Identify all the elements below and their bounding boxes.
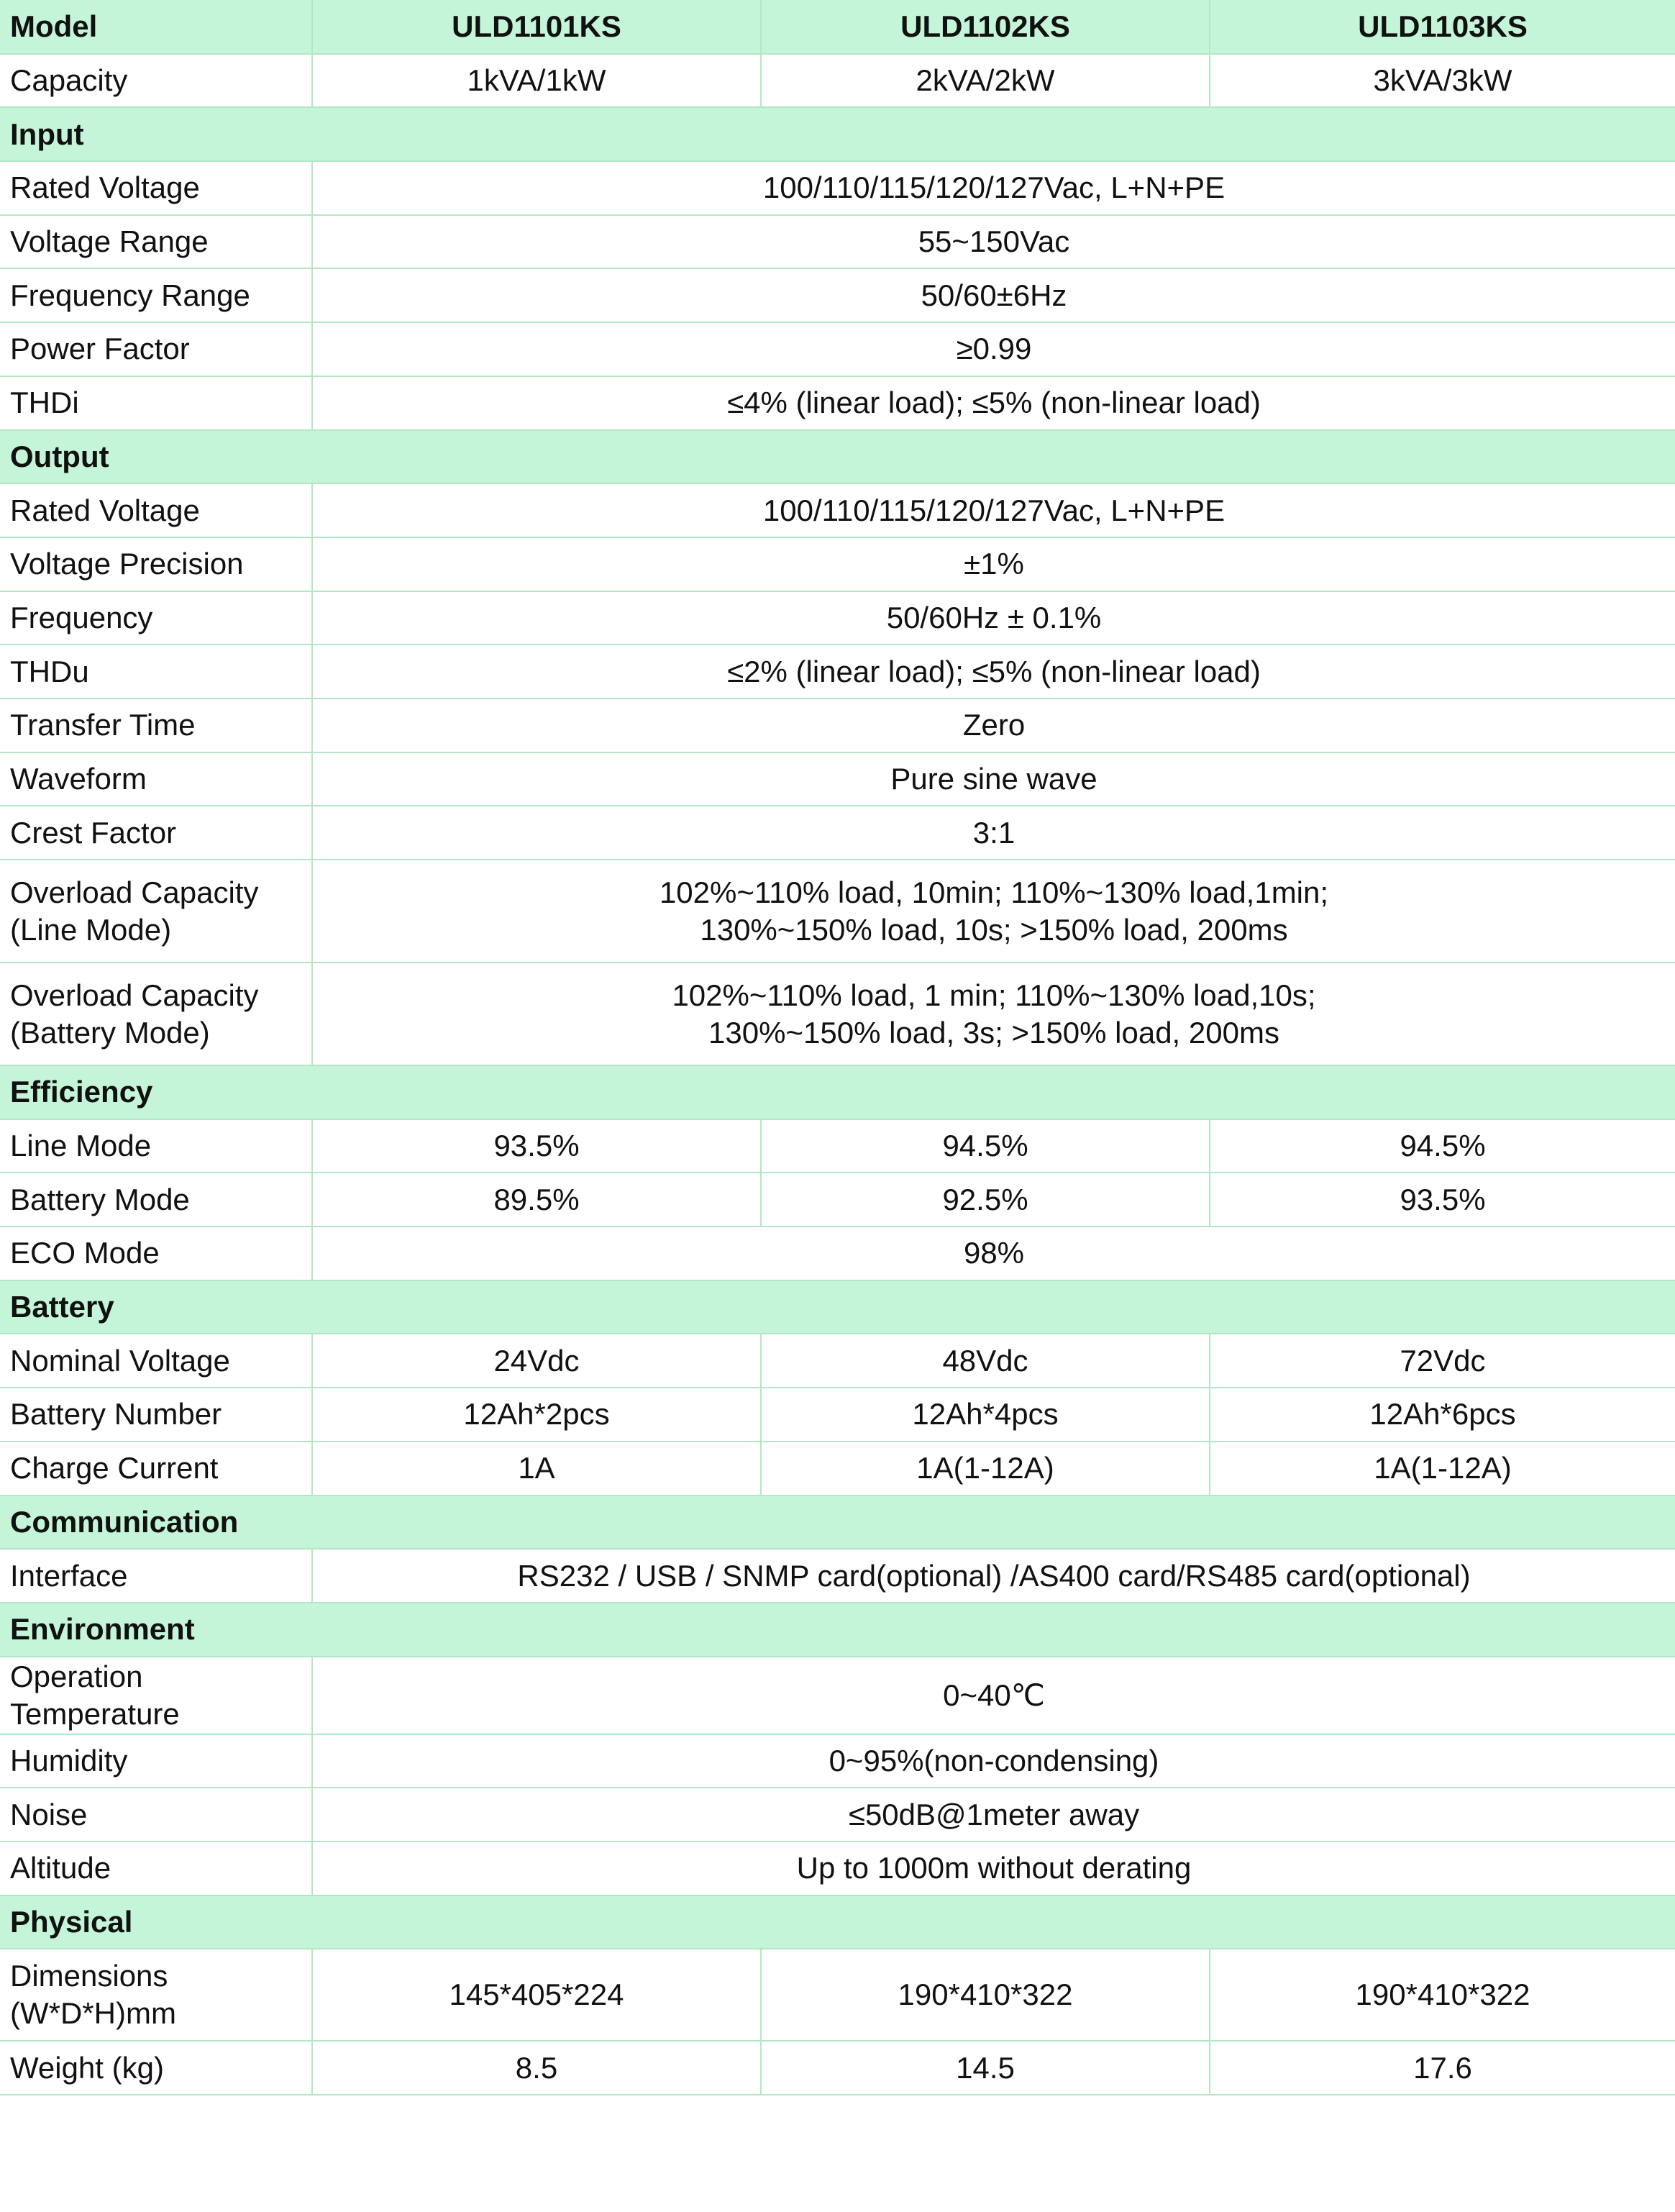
battery-mode-value-2: 92.5% <box>761 1173 1210 1226</box>
weight-label: Weight (kg) <box>0 2041 312 2095</box>
battery-mode-value-1: 89.5% <box>312 1173 761 1226</box>
interface-label: Interface <box>0 1549 312 1603</box>
overload-battery-mode-label <box>0 962 312 1065</box>
weight-value-1: 8.5 <box>312 2041 761 2095</box>
crest-factor-value: 3:1 <box>312 806 1675 860</box>
overload-battery-mode-value <box>312 962 1675 1065</box>
output-rated-voltage-label: Rated Voltage <box>0 483 312 537</box>
battery-number-row <box>0 1388 1675 1442</box>
battery-section-row <box>0 1280 1675 1334</box>
capacity-value-1: 1kVA/1kW <box>312 54 761 108</box>
line-mode-value-3: 94.5% <box>1210 1119 1675 1173</box>
line-mode-row <box>0 1119 1675 1173</box>
model-header-row <box>0 0 1675 54</box>
battery-section-heading: Battery <box>0 1280 1675 1334</box>
overload-battery-mode-label-line-1: Overload Capacity <box>10 978 259 1012</box>
battery-mode-value-3: 93.5% <box>1210 1173 1675 1226</box>
physical-section-heading: Physical <box>0 1895 1675 1949</box>
battery-mode-label: Battery Mode <box>0 1173 312 1226</box>
operation-temperature-label <box>0 1657 312 1734</box>
overload-battery-mode-value-line-2: 130%~150% load, 3s; >150% load, 200ms <box>708 1015 1279 1050</box>
overload-line-mode-label-line-2: (Line Mode) <box>10 912 172 947</box>
voltage-precision-row <box>0 537 1675 591</box>
output-frequency-value: 50/60Hz ± 0.1% <box>312 591 1675 645</box>
humidity-label: Humidity <box>0 1734 312 1788</box>
communication-section-row <box>0 1496 1675 1549</box>
thdu-label: THDu <box>0 645 312 698</box>
voltage-range-row <box>0 215 1675 269</box>
altitude-label: Altitude <box>0 1842 312 1895</box>
charge-current-value-1: 1A <box>312 1442 761 1496</box>
nominal-voltage-value-1: 24Vdc <box>312 1334 761 1388</box>
battery-mode-row <box>0 1173 1675 1226</box>
dimensions-row <box>0 1949 1675 2041</box>
physical-section-row <box>0 1895 1675 1949</box>
crest-factor-row <box>0 806 1675 860</box>
input-rated-voltage-label: Rated Voltage <box>0 161 312 215</box>
overload-line-mode-label <box>0 860 312 962</box>
nominal-voltage-label: Nominal Voltage <box>0 1334 312 1388</box>
eco-mode-row <box>0 1226 1675 1280</box>
battery-number-label: Battery Number <box>0 1388 312 1442</box>
eco-mode-value: 98% <box>312 1226 1675 1280</box>
efficiency-section-row <box>0 1065 1675 1119</box>
overload-line-mode-row <box>0 860 1675 962</box>
communication-section-heading: Communication <box>0 1496 1675 1549</box>
charge-current-label: Charge Current <box>0 1442 312 1496</box>
noise-row <box>0 1788 1675 1842</box>
input-rated-voltage-row <box>0 161 1675 215</box>
input-section-row <box>0 107 1675 161</box>
nominal-voltage-row <box>0 1334 1675 1388</box>
humidity-value: 0~95%(non-condensing) <box>312 1734 1675 1788</box>
waveform-value: Pure sine wave <box>312 752 1675 806</box>
humidity-row <box>0 1734 1675 1788</box>
operation-temperature-value: 0~40℃ <box>312 1657 1675 1734</box>
output-section-heading: Output <box>0 430 1675 484</box>
thdi-label: THDi <box>0 376 312 430</box>
voltage-range-value: 55~150Vac <box>312 215 1675 269</box>
capacity-value-2: 2kVA/2kW <box>761 54 1210 108</box>
overload-line-mode-value <box>312 860 1675 962</box>
battery-number-value-1: 12Ah*2pcs <box>312 1388 761 1442</box>
input-rated-voltage-value: 100/110/115/120/127Vac, L+N+PE <box>312 161 1675 215</box>
weight-value-2: 14.5 <box>761 2041 1210 2095</box>
model-header-label: Model <box>0 0 312 54</box>
eco-mode-label: ECO Mode <box>0 1226 312 1280</box>
dimensions-value-2: 190*410*322 <box>761 1949 1210 2041</box>
noise-label: Noise <box>0 1788 312 1842</box>
frequency-range-row <box>0 268 1675 322</box>
charge-current-value-2: 1A(1-12A) <box>761 1442 1210 1496</box>
overload-line-mode-label-line-1: Overload Capacity <box>10 875 259 909</box>
battery-number-value-3: 12Ah*6pcs <box>1210 1388 1675 1442</box>
altitude-value: Up to 1000m without derating <box>312 1842 1675 1895</box>
dimensions-label <box>0 1949 312 2041</box>
output-rated-voltage-value: 100/110/115/120/127Vac, L+N+PE <box>312 483 1675 537</box>
operation-temperature-row <box>0 1657 1675 1734</box>
output-section-row <box>0 430 1675 484</box>
dimensions-label-line-1: Dimensions <box>10 1959 168 1993</box>
transfer-time-label: Transfer Time <box>0 698 312 752</box>
power-factor-row <box>0 322 1675 376</box>
crest-factor-label: Crest Factor <box>0 806 312 860</box>
overload-battery-mode-label-line-2: (Battery Mode) <box>10 1015 210 1050</box>
line-mode-value-1: 93.5% <box>312 1119 761 1173</box>
model-uld1103ks: ULD1103KS <box>1210 0 1675 54</box>
overload-line-mode-value-line-1: 102%~110% load, 10min; 110%~130% load,1min; <box>659 875 1329 909</box>
transfer-time-value: Zero <box>312 698 1675 752</box>
model-uld1102ks: ULD1102KS <box>761 0 1210 54</box>
interface-value: RS232 / USB / SNMP card(optional) /AS400 card/RS485 card(optional) <box>312 1549 1675 1603</box>
line-mode-label: Line Mode <box>0 1119 312 1173</box>
environment-section-heading: Environment <box>0 1603 1675 1657</box>
charge-current-value-3: 1A(1-12A) <box>1210 1442 1675 1496</box>
voltage-precision-label: Voltage Precision <box>0 537 312 591</box>
frequency-range-value: 50/60±6Hz <box>312 268 1675 322</box>
output-frequency-label: Frequency <box>0 591 312 645</box>
operation-temperature-label-line-2: Temperature <box>10 1696 180 1731</box>
noise-value: ≤50dB@1meter away <box>312 1788 1675 1842</box>
thdi-value: ≤4% (linear load); ≤5% (non-linear load) <box>312 376 1675 430</box>
power-factor-value: ≥0.99 <box>312 322 1675 376</box>
waveform-label: Waveform <box>0 752 312 806</box>
model-uld1101ks: ULD1101KS <box>312 0 761 54</box>
voltage-precision-value: ±1% <box>312 537 1675 591</box>
power-factor-label: Power Factor <box>0 322 312 376</box>
efficiency-section-heading: Efficiency <box>0 1065 1675 1119</box>
thdu-row <box>0 645 1675 698</box>
battery-number-value-2: 12Ah*4pcs <box>761 1388 1210 1442</box>
altitude-row <box>0 1842 1675 1895</box>
frequency-range-label: Frequency Range <box>0 268 312 322</box>
voltage-range-label: Voltage Range <box>0 215 312 269</box>
thdi-row <box>0 376 1675 430</box>
output-rated-voltage-row <box>0 483 1675 537</box>
output-frequency-row <box>0 591 1675 645</box>
overload-battery-mode-value-line-1: 102%~110% load, 1 min; 110%~130% load,10s; <box>672 978 1316 1012</box>
capacity-label: Capacity <box>0 54 312 108</box>
dimensions-value-3: 190*410*322 <box>1210 1949 1675 2041</box>
dimensions-value-1: 145*405*224 <box>312 1949 761 2041</box>
input-section-heading: Input <box>0 107 1675 161</box>
capacity-row <box>0 54 1675 108</box>
interface-row <box>0 1549 1675 1603</box>
capacity-value-3: 3kVA/3kW <box>1210 54 1675 108</box>
thdu-value: ≤2% (linear load); ≤5% (non-linear load) <box>312 645 1675 698</box>
environment-section-row <box>0 1603 1675 1657</box>
line-mode-value-2: 94.5% <box>761 1119 1210 1173</box>
weight-value-3: 17.6 <box>1210 2041 1675 2095</box>
transfer-time-row <box>0 698 1675 752</box>
nominal-voltage-value-3: 72Vdc <box>1210 1334 1675 1388</box>
overload-battery-mode-row <box>0 962 1675 1065</box>
nominal-voltage-value-2: 48Vdc <box>761 1334 1210 1388</box>
waveform-row <box>0 752 1675 806</box>
charge-current-row <box>0 1442 1675 1496</box>
operation-temperature-label-line-1: Operation <box>10 1659 143 1693</box>
dimensions-label-line-2: (W*D*H)mm <box>10 1996 176 2031</box>
overload-line-mode-value-line-2: 130%~150% load, 10s; >150% load, 200ms <box>700 912 1288 947</box>
weight-row <box>0 2041 1675 2095</box>
